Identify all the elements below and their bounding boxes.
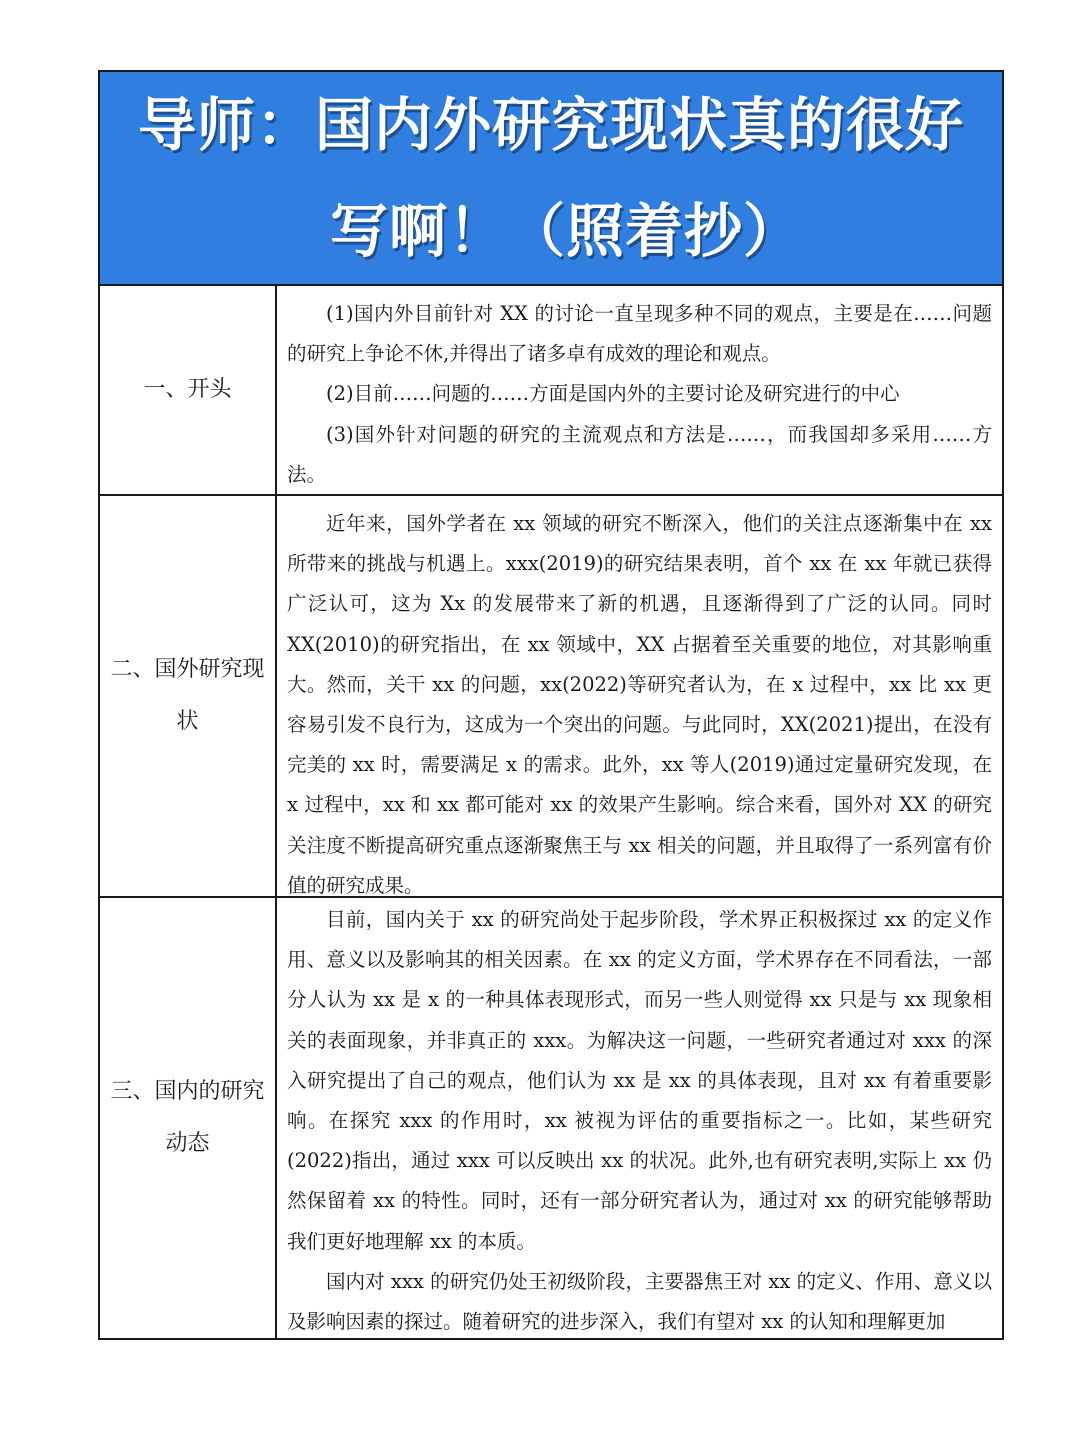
paragraph: (2)目前……问题的……方面是国内外的主要讨论及研究进行的中心 — [326, 382, 900, 406]
section-label: 一、开头 — [100, 286, 277, 494]
document-table — [98, 70, 1004, 1340]
paragraph: 国内对 xxx 的研究仍处王初级阶段，主要器焦王对 xx 的定义、作用、意义以及影响因素的探过。随着研究的进步深入，我们有望对 xx 的认知和理解更加 — [287, 1269, 992, 1334]
section-row-foreign-research — [100, 496, 1002, 898]
title-banner — [100, 72, 1002, 286]
paragraph: (1)国内外目前针对 XX 的讨论一直呈现多种不同的观点，主要是在……问题的研究上争论不休,并得出了诸多卓有成效的理论和观点。 — [287, 302, 992, 366]
section-content — [277, 898, 1002, 1338]
title-line-2: 写啊！（照着抄） — [329, 197, 802, 265]
paragraph: (3)国外针对问题的研究的主流观点和方法是……，而我国却多采用……方法。 — [287, 422, 992, 486]
section-content — [277, 286, 1002, 494]
section-label: 二、国外研究现状 — [100, 496, 277, 896]
section-label: 三、国内的研究动态 — [100, 898, 277, 1338]
paragraph: 目前，国内关于 xx 的研究尚处于起步阶段，学术界正积极探过 xx 的定义作用、意义以及影响其的相关因素。在 xx 的定义方面，学术界存在不同看法，一部分人认为 xx 是 x 的一种具体表现形式，而另一些人则觉得 xx 只是与 xx 现象相关的表面现象，并非真正的 xxx。为解决这一问题，一些研究者通过对 xxx 的深入研究提出了自己的观点，他们认为 xx 是 xx 的具体表现，且对 xx 有着重要影响。在探究 xxx 的作用时，xx 被视为评估的重要指标之一。比如，某些研究(2022)指出，通过 xxx 可以反映出 xx 的状况。此外,也有研究表明,实际上 xx 仍然保留着 xx 的特性。同时，还有一部分研究者认为，通过对 xx 的研究能够帮助我们更好地理解 xx 的本质。 — [287, 908, 992, 1253]
section-row-domestic-research — [100, 898, 1002, 1338]
section-content — [277, 496, 1002, 896]
paragraph: 近年来，国外学者在 xx 领域的研究不断深入，他们的关注点逐渐集中在 xx 所带来的挑战与机遇上。xxx(2019)的研究结果表明，首个 xx 在 xx 年就已获得广泛认可，这为 Xx 的发展带来了新的机遇，且逐渐得到了广泛的认同。同时 XX(2010)的研究指出，在 xx 领域中，XX 占据着至关重要的地位，对其影响重大。然而，关干 xx 的问题，xx(2022)等研究者认为，在 x 过程中，xx 比 xx 更容易引发不良行为，这成为一个突出的问题。与此同时，XX(2021)提出，在没有完美的 xx 时，需要满足 x 的需求。此外，xx 等人(2019)通过定量研究发现，在 x 过程中，xx 和 xx 都可能对 xx 的效果产生影响。综合来看，国外对 XX 的研究关注度不断提高研究重点逐渐聚焦王与 xx 相关的问题，并且取得了一系列富有价值的研究成果。 — [287, 512, 992, 896]
title-line-1: 导师：国内外研究现状真的很好 — [137, 91, 964, 159]
section-row-opening — [100, 286, 1002, 496]
